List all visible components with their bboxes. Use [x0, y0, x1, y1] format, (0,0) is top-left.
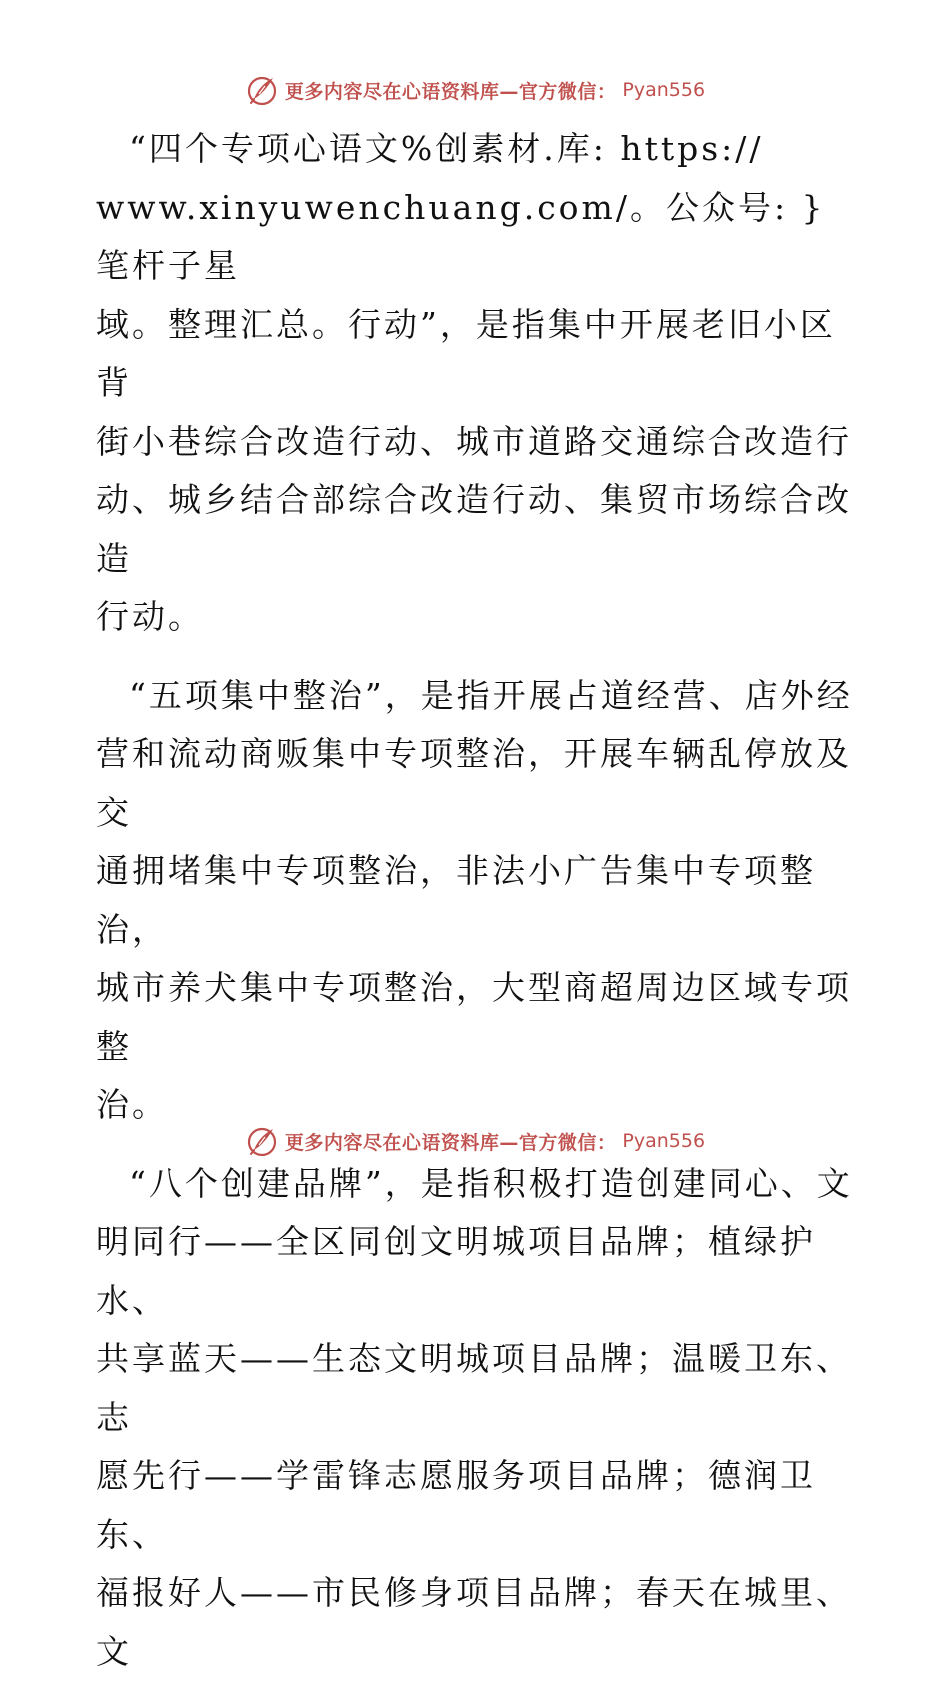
quill-pen-logo-icon	[245, 1124, 279, 1158]
header-banner	[0, 70, 950, 110]
paragraph-five-rectifications: “五项集中整治”，是指开展占道经营、店外经 营和流动商贩集中专项整治，开展车辆乱停放及交 通拥堵集中专项整治，非法小广告集中专项整治， 城市养犬集中专项整治，大型商超周边区域专项整 治。	[96, 675, 853, 1124]
footer-banner	[0, 1121, 950, 1161]
paragraph-eight-brands: “八个创建品牌”，是指积极打造创建同心、文 明同行——全区同创文明城项目品牌；植绿护水、 共享蓝天——生态文明城项目品牌；温暖卫东、志 愿先行——学雷锋志愿服务项目品牌；德润卫东、 福报好人——市民修身项目品牌；春天在城里、文	[96, 1163, 853, 1671]
banner-wechat-id: Pyan556	[622, 79, 706, 101]
paragraph-four-special-actions: “四个专项心语文%创素材.库: https:// www.xinyuwenchuang.com/。公众号: }笔杆子星 域。整理汇总。行动”，是指集中开展老旧小区背 街小巷综合改造行动、城市道路交通综合改造行 动、城乡结合部综合改造行动、集贸市场综合改造 行动。	[96, 129, 852, 636]
banner-text: 更多内容尽在心语资料库—官方微信：	[284, 1131, 617, 1154]
banner-text: 更多内容尽在心语资料库—官方微信：	[284, 80, 617, 103]
banner-wechat-id: Pyan556	[622, 1130, 706, 1152]
quill-pen-logo-icon	[245, 73, 279, 107]
document-body	[96, 120, 856, 1701]
